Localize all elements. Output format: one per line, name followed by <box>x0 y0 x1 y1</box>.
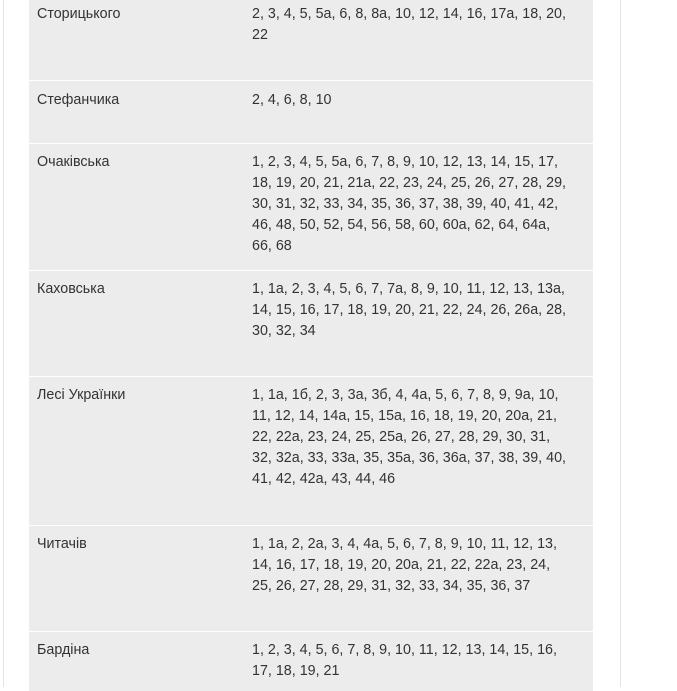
street-name: Бардіна <box>29 631 244 691</box>
street-name: Читачів <box>29 525 244 631</box>
streets-table <box>29 0 593 691</box>
house-numbers: 1, 1а, 2, 2а, 3, 4, 4а, 5, 6, 7, 8, 9, 10, 11, 12, 13, 14, 16, 17, 18, 19, 20, 20а, 21, 22, 22а, 23, 24, 25, 26, 27, 28, 29, 31, 32, 33, 34, 35, 36, 37 <box>244 525 593 631</box>
table-row <box>29 80 593 143</box>
content-area <box>3 0 621 687</box>
street-name: Лесі Українки <box>29 376 244 525</box>
house-numbers: 1, 1а, 2, 3, 4, 5, 6, 7, 7а, 8, 9, 10, 11, 12, 13, 13а, 14, 15, 16, 17, 18, 19, 20, 21, 22, 24, 26, 26а, 28, 30, 32, 34 <box>244 270 593 376</box>
table-row <box>29 270 593 376</box>
house-numbers: 1, 1а, 1б, 2, 3, 3а, 3б, 4, 4а, 5, 6, 7, 8, 9, 9а, 10, 11, 12, 14, 14а, 15, 15а, 16, 18, 19, 20, 20а, 21, 22, 22а, 23, 24, 25, 25а, 26, 27, 28, 29, 30, 31, 32, 32а, 33, 33а, 35, 35а, 36, 36а, 37, 38, 39, 40, 41, 42, 42а, 43, 44, 46 <box>244 376 593 525</box>
house-numbers: 1, 2, 3, 4, 5, 5а, 6, 7, 8, 9, 10, 12, 13, 14, 15, 17, 18, 19, 20, 21, 21а, 22, 23, 24, 25, 26, 27, 28, 29, 30, 31, 32, 33, 34, 35, 36, 37, 38, 39, 40, 41, 42, 46, 48, 50, 52, 54, 56, 58, 60, 60а, 62, 64, 64а, 66, 68 <box>244 143 593 270</box>
table-row <box>29 376 593 525</box>
house-numbers: 2, 3, 4, 5, 5а, 6, 8, 8а, 10, 12, 14, 16, 17а, 18, 20, 22 <box>244 0 593 80</box>
house-numbers: 1, 2, 3, 4, 5, 6, 7, 8, 9, 10, 11, 12, 13, 14, 15, 16, 17, 18, 19, 21 <box>244 631 593 691</box>
house-numbers: 2, 4, 6, 8, 10 <box>244 80 593 143</box>
street-name: Стефанчика <box>29 80 244 143</box>
table-row <box>29 525 593 631</box>
street-name: Очаківська <box>29 143 244 270</box>
street-name: Каховська <box>29 270 244 376</box>
table-row <box>29 631 593 691</box>
table-row <box>29 143 593 270</box>
street-name: Сторицького <box>29 0 244 80</box>
table-row <box>29 0 593 80</box>
